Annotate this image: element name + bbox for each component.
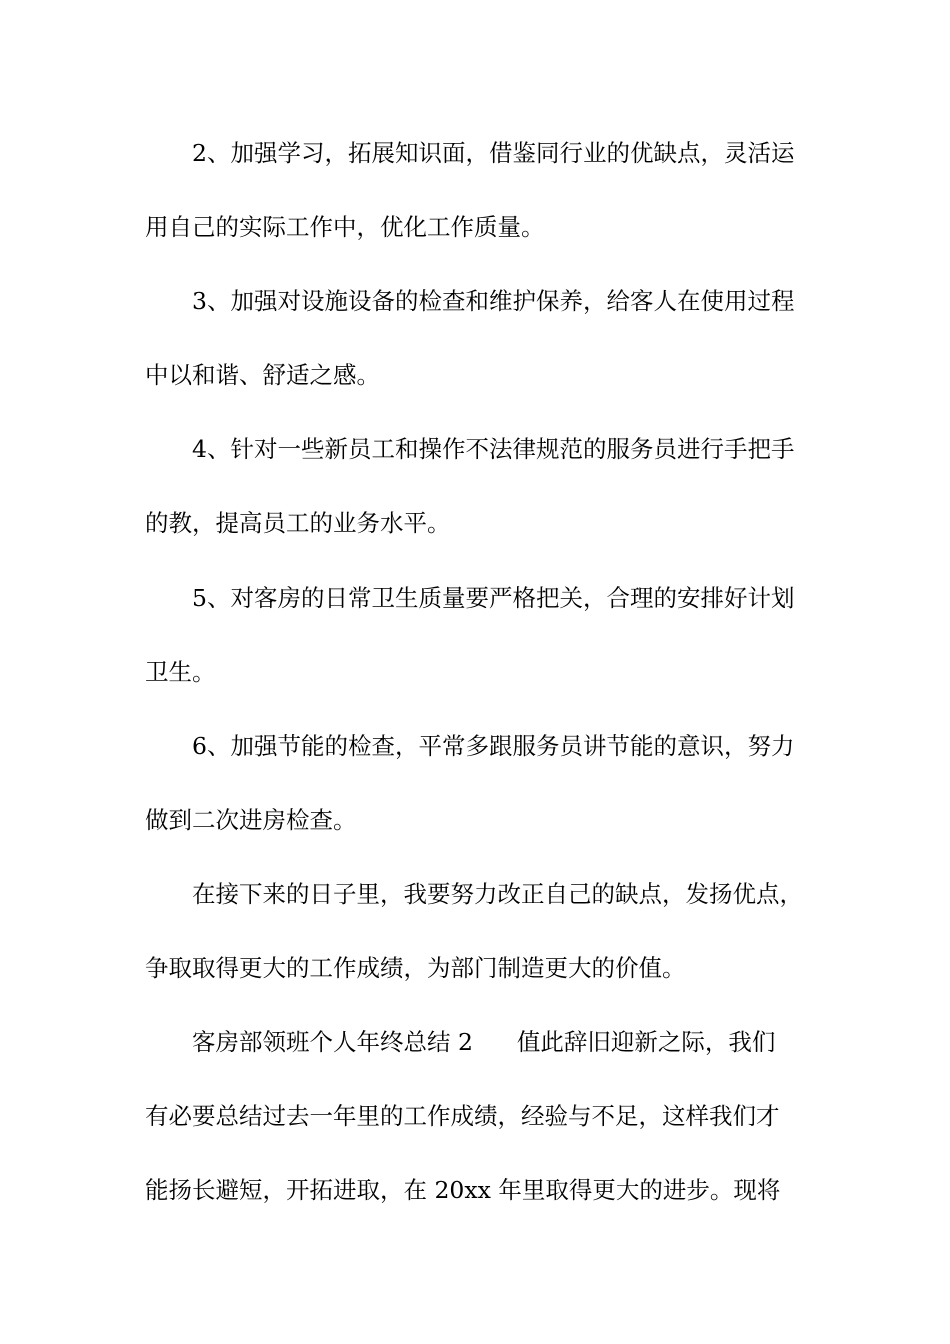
section-intro-text: 值此辞旧迎新之际，我们	[516, 1028, 776, 1056]
section-title: 客房部领班个人年终总结 2	[192, 1028, 473, 1056]
conclusion-line-1: 在接下来的日子里，我要努力改正自己的缺点，发扬优点，	[192, 880, 803, 908]
paragraph-3-line-1: 3、加强对设施设备的检查和维护保养，给客人在使用过程	[192, 287, 795, 315]
paragraph-2-line-1: 2、加强学习，拓展知识面，借鉴同行业的优缺点，灵活运	[192, 139, 795, 167]
paragraph-4-line-1: 4、针对一些新员工和操作不法律规范的服务员进行手把手	[192, 435, 795, 463]
paragraph-6-line-2: 做到二次进房检查。	[145, 806, 357, 834]
paragraph-3-line-2: 中以和谐、舒适之感。	[145, 361, 380, 389]
conclusion-line-2: 争取取得更大的工作成绩，为部门制造更大的价值。	[145, 954, 686, 982]
paragraph-2-line-2: 用自己的实际工作中，优化工作质量。	[145, 213, 545, 241]
paragraph-4-line-2: 的教，提高员工的业务水平。	[145, 509, 451, 537]
summary-line-2: 有必要总结过去一年里的工作成绩，经验与不足，这样我们才	[145, 1102, 780, 1130]
paragraph-6-line-1: 6、加强节能的检查，平常多跟服务员讲节能的意识，努力	[192, 732, 795, 760]
paragraph-5-line-2: 卫生。	[145, 658, 216, 686]
summary-line-3: 能扬长避短，开拓进取，在 20xx 年里取得更大的进步。现将	[145, 1176, 781, 1204]
section-heading-line	[192, 1022, 817, 1062]
paragraph-5-line-1: 5、对客房的日常卫生质量要严格把关，合理的安排好计划	[192, 584, 795, 612]
